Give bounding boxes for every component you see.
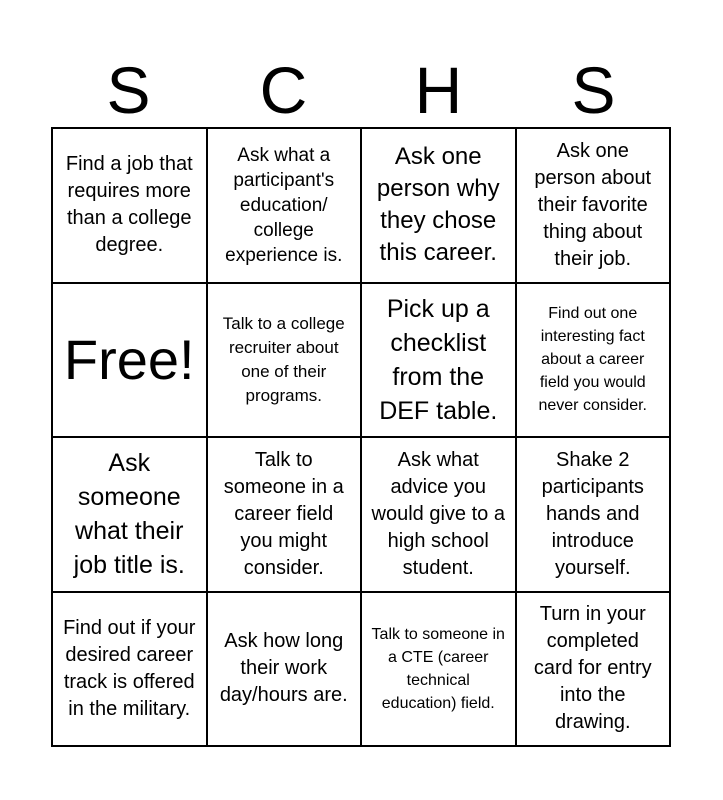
header-letter-c: C (259, 53, 308, 127)
bingo-cell-text: Find out if your desired career track is offered in the military. (63, 616, 196, 720)
header-letter-h: H (414, 53, 463, 127)
header-letter-s2: S (571, 53, 616, 127)
bingo-cell-r1c1[interactable] (53, 129, 208, 284)
header-letter-s1: S (106, 53, 151, 127)
bingo-cell-text: Talk to someone in a CTE (career technical education) field. (371, 625, 505, 712)
bingo-cell-r1c2[interactable] (208, 129, 363, 284)
bingo-cell-text: Ask someone what their job title is. (73, 449, 185, 580)
bingo-cell-text: Find out one interesting fact about a career field you would never consider. (538, 305, 647, 415)
bingo-grid (51, 127, 671, 747)
bingo-cell-r1c3[interactable] (362, 129, 517, 284)
bingo-cell-text: Pick up a checklist from the DEF table. (379, 294, 498, 425)
bingo-cell-r1c4[interactable] (517, 129, 672, 284)
bingo-cell-text: Find a job that requires more than a college degree. (65, 153, 193, 257)
bingo-cell-free[interactable] (53, 284, 208, 439)
bingo-cell-text: Talk to someone in a career field you might consider. (223, 448, 344, 579)
bingo-cell-r2c4[interactable] (517, 284, 672, 439)
bingo-cell-r3c3[interactable] (362, 438, 517, 593)
bingo-cell-text: Ask what a participant's education/ college experience is. (225, 144, 343, 266)
bingo-cell-r4c3[interactable] (362, 593, 517, 748)
bingo-cell-r3c2[interactable] (208, 438, 363, 593)
bingo-cell-text: Talk to a college recruiter about one of their programs. (222, 313, 345, 405)
bingo-cell-r4c1[interactable] (53, 593, 208, 748)
bingo-cell-text: Ask how long their work day/hours are. (219, 630, 348, 707)
bingo-cell-r4c2[interactable] (208, 593, 363, 748)
bingo-cell-text: Ask one person about their favorite thing about their job. (534, 139, 652, 270)
bingo-cell-text: Shake 2 participants hands and introduce yourself. (541, 448, 644, 579)
bingo-cell-text: Ask one person why they chose this career. (376, 143, 500, 267)
bingo-cell-r2c2[interactable] (208, 284, 363, 439)
bingo-cell-r3c4[interactable] (517, 438, 672, 593)
bingo-cell-r2c3[interactable] (362, 284, 517, 439)
free-space-text: Free! (63, 327, 195, 391)
bingo-cell-r4c4[interactable] (517, 593, 672, 748)
bingo-cell-r3c1[interactable] (53, 438, 208, 593)
bingo-cell-text: Ask what advice you would give to a high school student. (371, 448, 505, 579)
bingo-cell-text: Turn in your completed card for entry into the drawing. (533, 603, 652, 734)
bingo-header (51, 52, 671, 128)
